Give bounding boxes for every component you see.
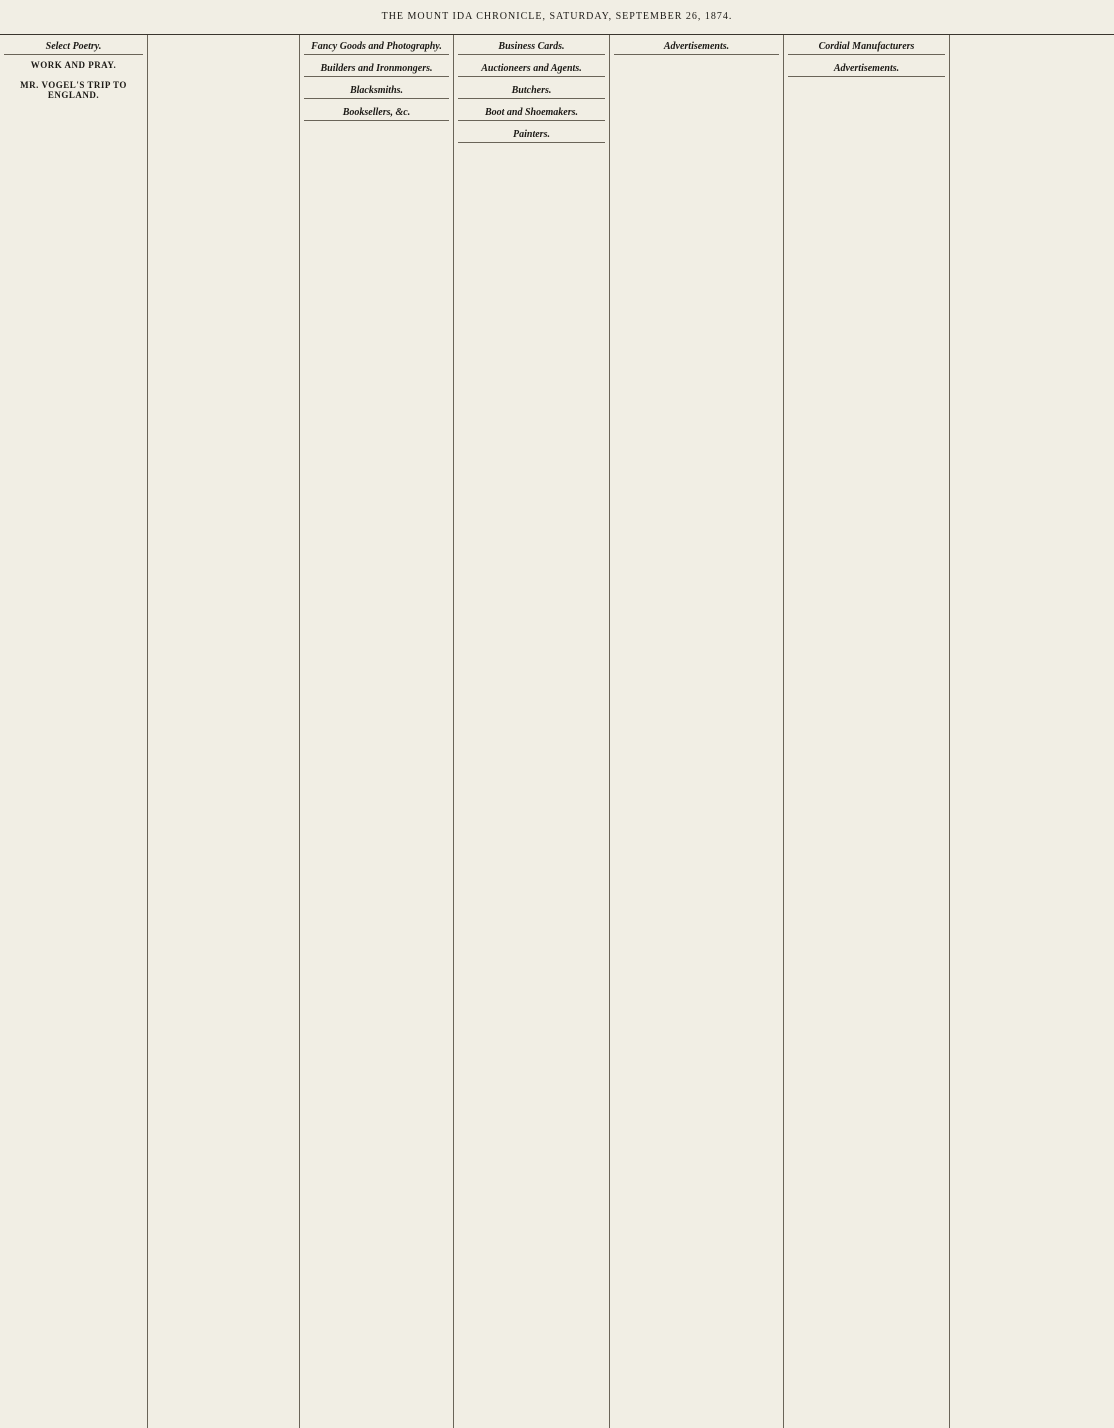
- column-1: [0, 35, 148, 1428]
- section-heading-boot-makers: Boot and Shoemakers.: [458, 107, 605, 121]
- columns: [0, 35, 1114, 1428]
- poem-title: WORK AND PRAY.: [30, 60, 117, 70]
- column-5: [610, 35, 784, 1428]
- section-heading-blacksmiths: Blacksmiths.: [304, 85, 449, 99]
- column-6: [784, 35, 950, 1428]
- column-3: [300, 35, 454, 1428]
- column-4: [454, 35, 610, 1428]
- column-2: [148, 35, 300, 1428]
- masthead: THE MOUNT IDA CHRONICLE, SATURDAY, SEPTEMBER 26, 1874.: [0, 0, 1114, 35]
- article-title-vogel: MR. VOGEL'S TRIP TO ENGLAND.: [20, 80, 127, 100]
- section-heading-painters: Painters.: [458, 129, 605, 143]
- section-heading-select-poetry: Select Poetry.: [4, 41, 143, 55]
- column-7: [950, 35, 1114, 1428]
- section-heading-butchers: Butchers.: [458, 85, 605, 99]
- section-heading-booksellers: Booksellers, &c.: [304, 107, 449, 121]
- section-heading-builders: Builders and Ironmongers.: [304, 63, 449, 77]
- section-heading-advertisements: Advertisements.: [614, 41, 779, 55]
- section-heading-business-cards: Business Cards.: [458, 41, 605, 55]
- section-heading-cordial: Cordial Manufacturers: [788, 41, 945, 55]
- section-heading-fancy-goods: Fancy Goods and Photography.: [304, 41, 449, 55]
- section-heading-auctioneers: Auctioneers and Agents.: [458, 63, 605, 77]
- section-heading-advertisements-2: Advertisements.: [788, 63, 945, 77]
